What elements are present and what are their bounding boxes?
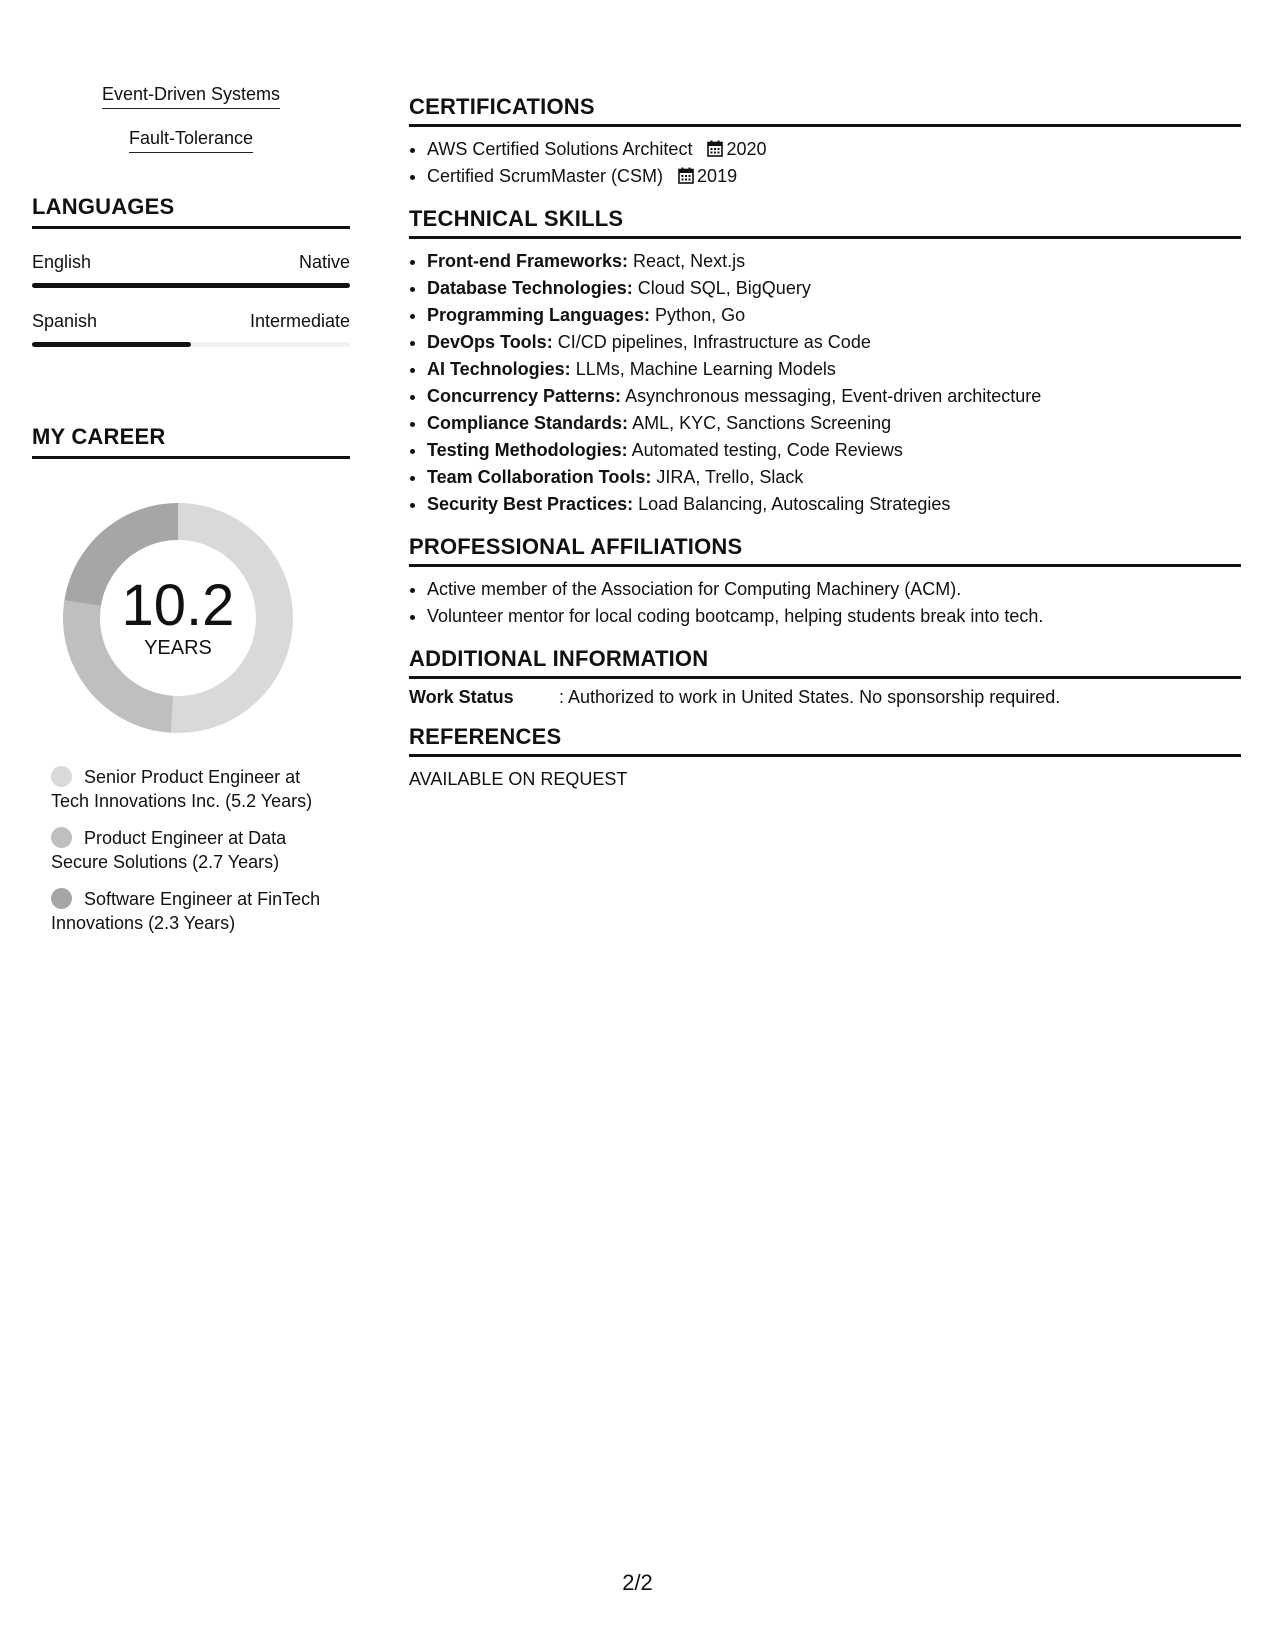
languages-heading: LANGUAGES <box>32 194 350 229</box>
skill-item <box>427 356 1241 383</box>
certification-year: 2019 <box>697 166 738 186</box>
affiliation-item: • Active member of the Association for Computing Machinery (ACM). <box>427 576 1241 603</box>
skill-item <box>427 248 1241 275</box>
skill-label: Programming Languages: <box>427 305 651 325</box>
skill-item <box>427 275 1241 302</box>
affiliations-section <box>409 534 1241 630</box>
legend-dot-icon <box>51 888 72 909</box>
certifications-list <box>409 136 1241 190</box>
language-proficiency-fill <box>32 342 191 347</box>
legend-dot-icon <box>51 827 72 848</box>
technical-skills-list <box>409 248 1241 518</box>
language-level: Native <box>298 252 350 272</box>
affiliation-item: • Volunteer mentor for local coding bootcamp, helping students break into tech. <box>427 603 1241 630</box>
skill-value: CI/CD pipelines, Infrastructure as Code <box>557 332 871 352</box>
language-proficiency-fill <box>32 283 350 288</box>
skill-label: DevOps Tools: <box>427 332 553 352</box>
skill-item <box>427 464 1241 491</box>
affiliations-heading: PROFESSIONAL AFFILIATIONS <box>409 534 1241 567</box>
skill-label: Database Technologies: <box>427 278 633 298</box>
skill-item <box>427 491 1241 518</box>
skill-label: Concurrency Patterns: <box>427 386 622 406</box>
skill-value: Asynchronous messaging, Event-driven architecture <box>625 386 1042 406</box>
language-proficiency-bar <box>32 283 350 288</box>
donut-center <box>63 573 293 660</box>
skill-value: Cloud SQL, BigQuery <box>637 278 811 298</box>
skill-value: Automated testing, Code Reviews <box>631 440 903 460</box>
skill-label: Front-end Frameworks: <box>427 251 629 271</box>
career-legend-item <box>51 887 341 935</box>
career-section <box>32 424 350 935</box>
work-status-label: Work Status <box>409 687 514 707</box>
certification-name: Certified ScrumMaster (CSM) <box>427 166 664 186</box>
language-name: English <box>32 252 92 272</box>
skill-item <box>427 302 1241 329</box>
career-legend-item <box>51 765 341 813</box>
career-total-years: 10.2 <box>121 573 235 638</box>
affiliations-list <box>409 576 1241 630</box>
calendar-icon <box>707 140 723 157</box>
left-column <box>32 84 350 948</box>
work-status-value: : Authorized to work in United States. No sponsorship required. <box>559 687 1061 707</box>
skill-tag: Event-Driven Systems <box>102 84 280 109</box>
skill-value: Python, Go <box>655 305 746 325</box>
additional-info-section <box>409 646 1241 708</box>
language-name: Spanish <box>32 311 98 331</box>
skill-item <box>427 383 1241 410</box>
references-heading: REFERENCES <box>409 724 1241 757</box>
certifications-section <box>409 94 1241 190</box>
career-heading: MY CAREER <box>32 424 350 459</box>
work-status-row <box>409 687 1241 708</box>
skill-label: Security Best Practices: <box>427 494 634 514</box>
skill-item <box>427 329 1241 356</box>
skill-tags <box>32 84 350 172</box>
career-legend-item <box>51 826 341 874</box>
skill-value: Load Balancing, Autoscaling Strategies <box>638 494 951 514</box>
technical-skills-section <box>409 206 1241 518</box>
certification-item <box>427 136 1241 163</box>
career-donut-chart <box>63 503 293 733</box>
references-section <box>409 724 1241 790</box>
career-item-text: Senior Product Engineer at Tech Innovations Inc. (5.2 Years) <box>51 767 313 811</box>
skill-label: Testing Methodologies: <box>427 440 628 460</box>
skill-value: JIRA, Trello, Slack <box>656 467 804 487</box>
page-number: 2/2 <box>622 1570 653 1595</box>
skill-label: Team Collaboration Tools: <box>427 467 652 487</box>
language-proficiency-bar <box>32 342 350 347</box>
career-total-unit: YEARS <box>144 637 212 659</box>
language-item <box>32 311 350 347</box>
skill-label: Compliance Standards: <box>427 413 629 433</box>
technical-skills-heading: TECHNICAL SKILLS <box>409 206 1241 239</box>
skill-value: React, Next.js <box>633 251 746 271</box>
certifications-heading: CERTIFICATIONS <box>409 94 1241 127</box>
career-item-text: Product Engineer at Data Secure Solutions (2.7 Years) <box>51 828 287 872</box>
certification-item <box>427 163 1241 190</box>
skill-item <box>427 437 1241 464</box>
languages-section <box>32 194 350 347</box>
additional-info-heading: ADDITIONAL INFORMATION <box>409 646 1241 679</box>
career-item-text: Software Engineer at FinTech Innovations (2.3 Years) <box>51 889 321 933</box>
calendar-icon <box>678 167 694 184</box>
references-text: AVAILABLE ON REQUEST <box>409 769 628 789</box>
skill-item <box>427 410 1241 437</box>
right-column <box>409 94 1241 806</box>
skill-value: LLMs, Machine Learning Models <box>575 359 836 379</box>
certification-year: 2020 <box>726 139 767 159</box>
language-level: Intermediate <box>249 311 350 331</box>
skill-value: AML, KYC, Sanctions Screening <box>632 413 892 433</box>
skill-tag: Fault-Tolerance <box>129 128 253 153</box>
skill-label: AI Technologies: <box>427 359 571 379</box>
certification-name: AWS Certified Solutions Architect <box>427 139 693 159</box>
career-legend <box>51 765 350 935</box>
legend-dot-icon <box>51 766 72 787</box>
language-item <box>32 252 350 288</box>
